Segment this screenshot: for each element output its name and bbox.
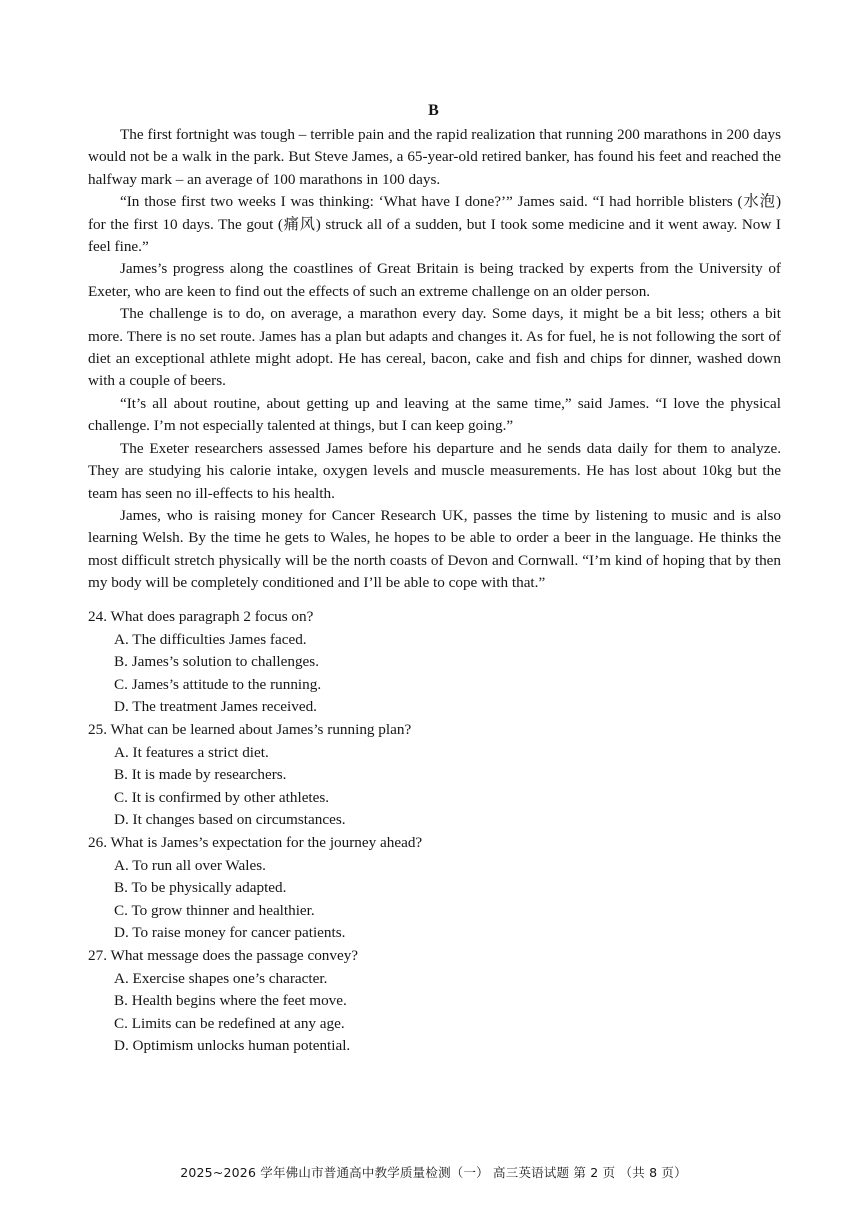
option-c: C. It is confirmed by other athletes. <box>114 788 330 806</box>
option-a: A. The difficulties James faced. <box>114 630 307 648</box>
option-b: B. Health begins where the feet move. <box>114 992 347 1010</box>
option-d: D. To raise money for cancer patients. <box>114 924 346 942</box>
question-stem: 27. What message does the passage convey? <box>88 946 359 964</box>
question-25 <box>88 719 781 832</box>
option-c: C. James’s attitude to the running. <box>114 675 322 693</box>
option-b: B. It is made by researchers. <box>114 766 287 784</box>
question-stem: 25. What can be learned about James’s running plan? <box>88 720 412 738</box>
option-d: D. It changes based on circumstances. <box>114 811 346 829</box>
passage-paragraph: The first fortnight was tough – terrible pain and the rapid realization that running 200 marathons in 200 days would not be a walk in the park. But Steve James, a 65-year-old retired banker, has found his feet and reached the halfway mark – an average of 100 marathons in 100 days. <box>88 126 781 188</box>
option-a: A. Exercise shapes one’s character. <box>114 969 328 987</box>
question-list <box>88 606 781 1058</box>
question-stem: 26. What is James’s expectation for the journey ahead? <box>88 833 423 851</box>
passage-paragraph: James’s progress along the coastlines of Great Britain is being tracked by experts from the University of Exeter, who are keen to find out the effects of such an extreme challenge on an older person. <box>88 260 781 300</box>
option-c: C. Limits can be redefined at any age. <box>114 1014 345 1032</box>
question-stem: 24. What does paragraph 2 focus on? <box>88 608 314 625</box>
passage-paragraph: “It’s all about routine, about getting up and leaving at the same time,” said James. “I love the physical challenge. I’m not especially talented at things, but I can keep going.” <box>88 394 781 435</box>
section-title: B <box>428 102 439 119</box>
passage-paragraph: The Exeter researchers assessed James before his departure and he sends data daily for them to analyze. They are studying his calorie intake, oxygen levels and muscle measurements. He has lost about 10kg but the team has seen no ill-effects to his health. <box>88 439 781 502</box>
reading-passage <box>88 124 781 595</box>
passage-paragraph: James, who is raising money for Cancer Research UK, passes the time by listening to music and is also learning Welsh. By the time he gets to Wales, he hopes to be able to order a beer in the language. He thinks the most difficult stretch physically will be the north coasts of Devon and Cornwall. “I’m kind of hoping that by then my body will be completely conditioned and I’ll be able to cope with that.” <box>88 506 781 592</box>
question-27 <box>88 945 781 1058</box>
option-b: B. To be physically adapted. <box>114 879 287 897</box>
question-26 <box>88 832 781 945</box>
option-a: A. To run all over Wales. <box>114 856 266 874</box>
option-b: B. James’s solution to challenges. <box>114 653 320 671</box>
option-c: C. To grow thinner and healthier. <box>114 901 315 919</box>
passage-paragraph: The challenge is to do, on average, a marathon every day. Some days, it might be a bit less; others a bit more. There is no set route. James has a plan but adapts and changes it. As for fuel, he is not following the sort of diet an exceptional athlete might adopt. He has cereal, bacon, cake and fish and chips for dinner, washed down with a couple of beers. <box>88 305 781 390</box>
option-a: A. It features a strict diet. <box>114 743 269 761</box>
question-24 <box>88 606 781 719</box>
passage-paragraph: “In those first two weeks I was thinking: ‘What have I done?’” James said. “I had horrible blisters (水泡) for the first 10 days. The gout (痛风) struck all of a sudden, but I took some medicine and it went away. Now I feel fine.” <box>88 193 781 256</box>
option-d: D. Optimism unlocks human potential. <box>114 1037 351 1055</box>
page-footer: 2025~2026 学年佛山市普通高中教学质量检测（一） 高三英语试题 第 2 页 （共 8 页） <box>180 1165 687 1180</box>
option-d: D. The treatment James received. <box>114 698 317 716</box>
